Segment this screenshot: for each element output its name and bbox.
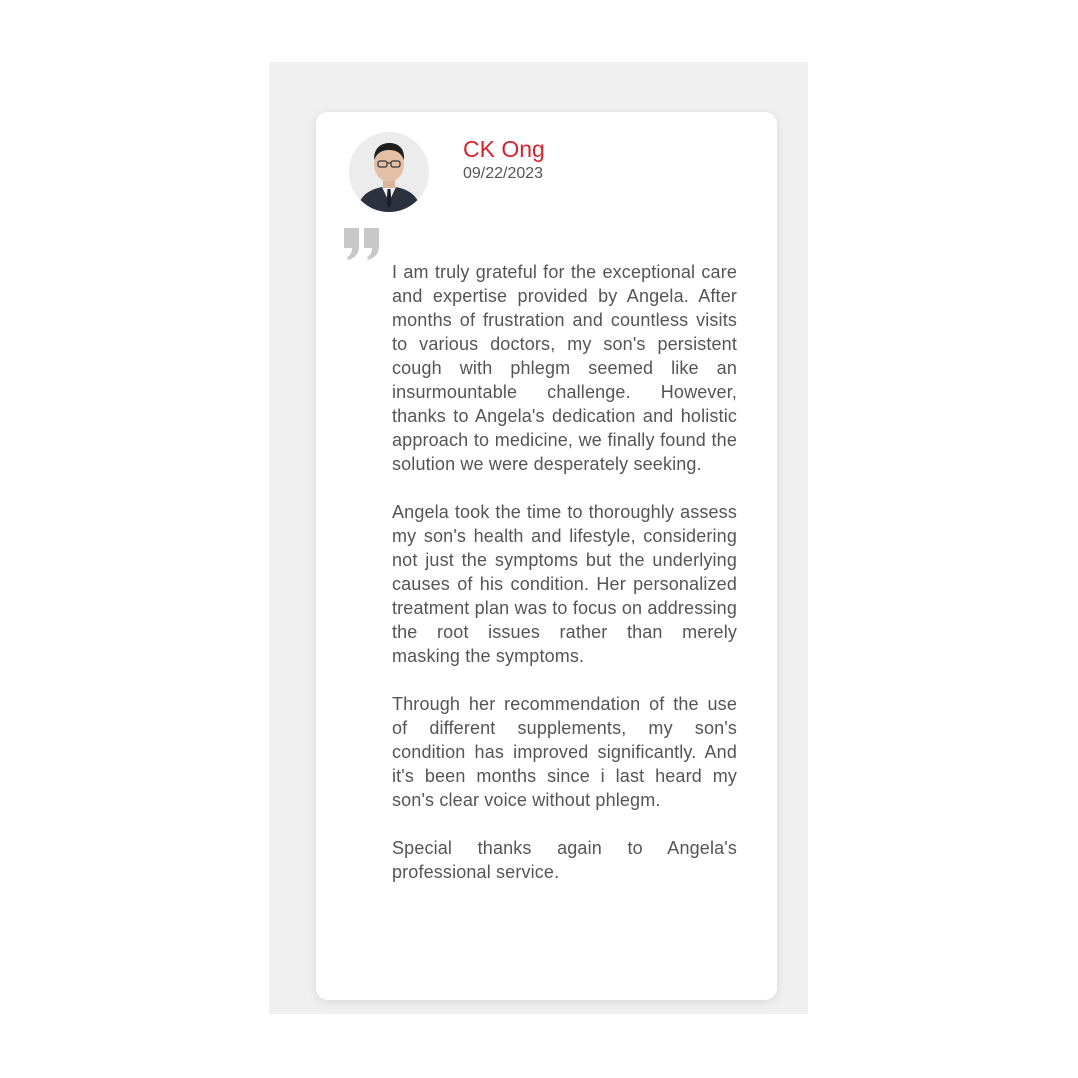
- review-paragraph: Angela took the time to thoroughly assess my son's health and lifestyle, considering not just the symptoms but the underlying causes of his condition. Her personalized treatment plan was to focus on addressing the root issues rather than merely masking the symptoms.: [392, 502, 737, 666]
- reviewer-avatar: [349, 132, 429, 212]
- review-paragraph: Special thanks again to Angela's professional service.: [392, 838, 737, 882]
- review-body: [392, 260, 737, 884]
- review-paragraph: Through her recommendation of the use of different supplements, my son's condition has improved significantly. And it's been months since i last heard my son's clear voice without phlegm.: [392, 694, 737, 810]
- review-date: 09/22/2023: [463, 165, 544, 182]
- quote-icon: [342, 226, 382, 262]
- testimonial-card: [316, 112, 777, 1000]
- page-background-panel: [269, 62, 808, 1014]
- person-avatar-icon: [349, 132, 429, 212]
- review-paragraph: I am truly grateful for the exceptional care and expertise provided by Angela. After months of frustration and countless visits to various doctors, my son's persistent cough with phlegm seemed like an insurmountable challenge. However, thanks to Angela's dedication and holistic approach to medicine, we finally found the solution we were desperately seeking.: [392, 262, 737, 474]
- reviewer-name: CK Ong: [463, 136, 545, 162]
